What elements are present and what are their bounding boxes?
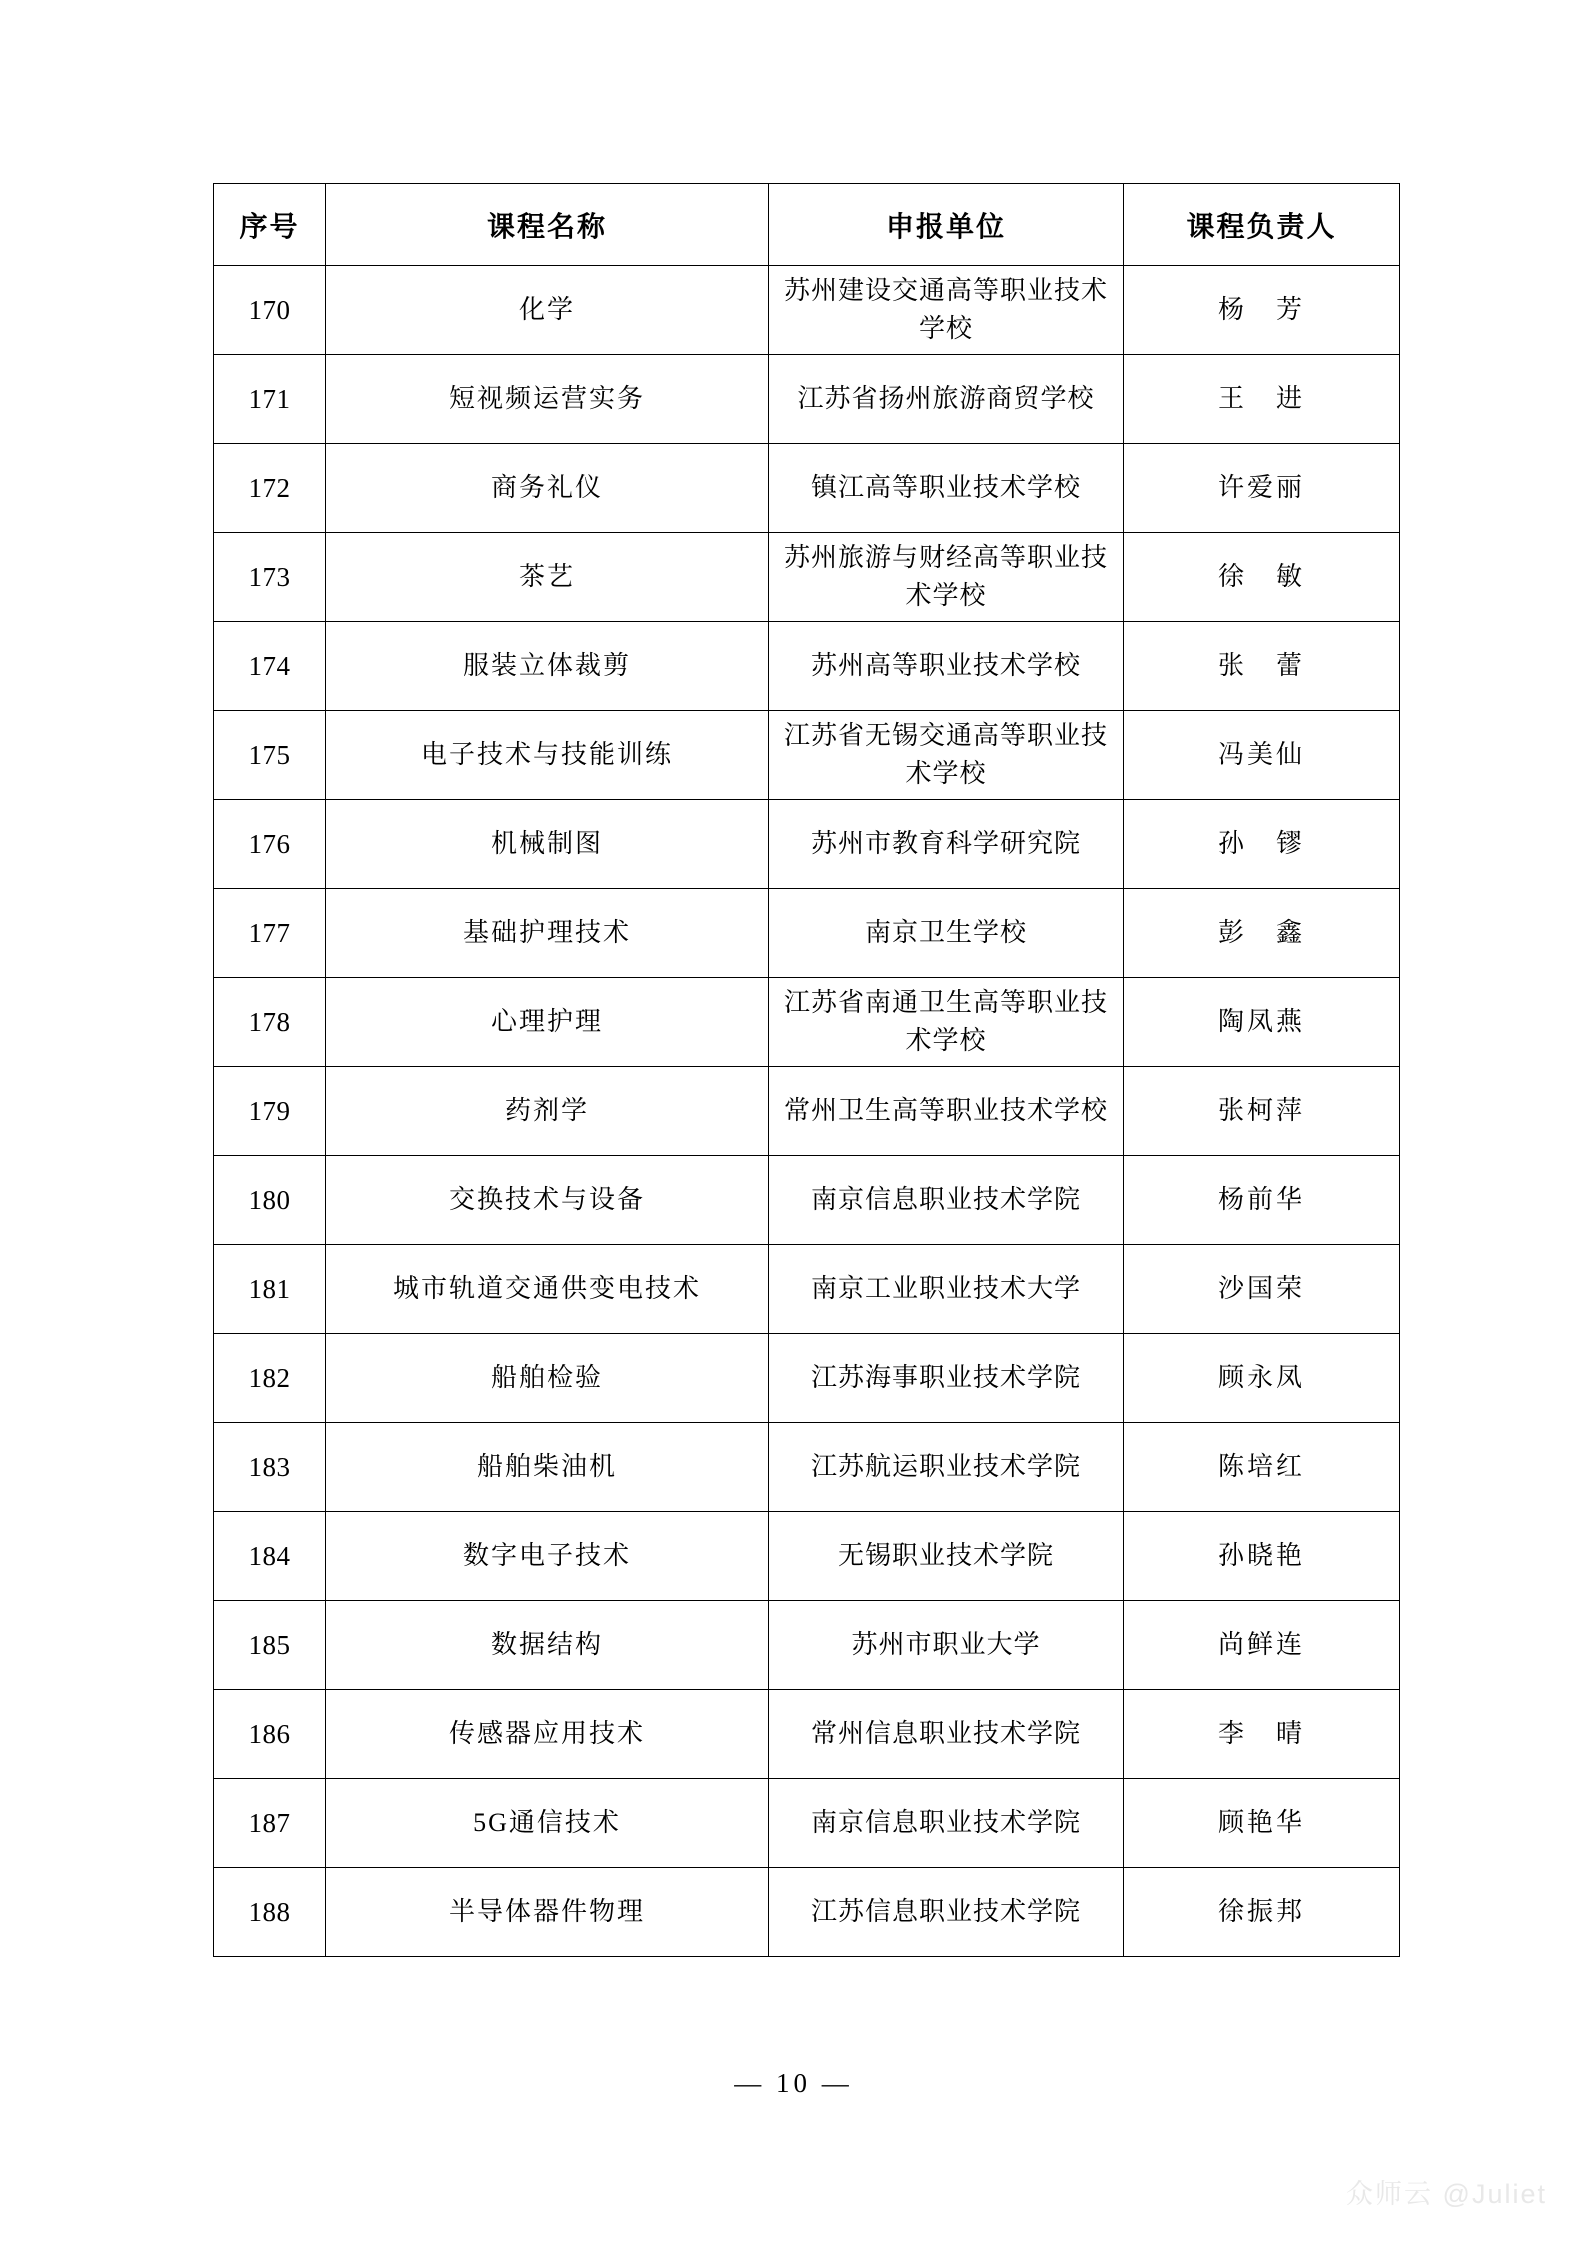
cell-course-leader: 陶凤燕	[1124, 978, 1400, 1067]
cell-course-leader: 许爱丽	[1124, 444, 1400, 533]
cell-applicant-unit: 南京信息职业技术学院	[769, 1156, 1124, 1245]
cell-applicant-unit: 常州卫生高等职业技术学校	[769, 1067, 1124, 1156]
cell-index: 174	[214, 622, 326, 711]
column-header-index: 序号	[214, 184, 326, 266]
cell-applicant-unit: 镇江高等职业技术学校	[769, 444, 1124, 533]
table-row	[214, 1245, 1400, 1334]
page-number: — 10 —	[734, 2068, 853, 2098]
table-body	[214, 266, 1400, 1957]
cell-course-name: 船舶柴油机	[326, 1423, 769, 1512]
watermark: 众师云 @Juliet	[1346, 2179, 1547, 2209]
table-row	[214, 978, 1400, 1067]
cell-course-name: 基础护理技术	[326, 889, 769, 978]
cell-index: 187	[214, 1779, 326, 1868]
table-row	[214, 1868, 1400, 1957]
cell-course-name: 电子技术与技能训练	[326, 711, 769, 800]
cell-course-leader: 孙晓艳	[1124, 1512, 1400, 1601]
cell-course-name: 数据结构	[326, 1601, 769, 1690]
cell-applicant-unit: 苏州建设交通高等职业技术学校	[769, 266, 1124, 355]
table-row	[214, 711, 1400, 800]
cell-index: 171	[214, 355, 326, 444]
cell-course-name: 交换技术与设备	[326, 1156, 769, 1245]
table-row	[214, 1423, 1400, 1512]
table-row	[214, 1512, 1400, 1601]
cell-course-leader: 顾艳华	[1124, 1779, 1400, 1868]
table-header-row	[214, 184, 1400, 266]
column-header-course: 课程名称	[326, 184, 769, 266]
cell-course-name: 化学	[326, 266, 769, 355]
cell-course-leader: 张 蕾	[1124, 622, 1400, 711]
table-row	[214, 533, 1400, 622]
cell-course-leader: 徐振邦	[1124, 1868, 1400, 1957]
cell-course-leader: 杨前华	[1124, 1156, 1400, 1245]
cell-index: 181	[214, 1245, 326, 1334]
cell-course-name: 传感器应用技术	[326, 1690, 769, 1779]
cell-applicant-unit: 苏州高等职业技术学校	[769, 622, 1124, 711]
cell-applicant-unit: 江苏航运职业技术学院	[769, 1423, 1124, 1512]
cell-applicant-unit: 江苏省扬州旅游商贸学校	[769, 355, 1124, 444]
cell-course-leader: 杨 芳	[1124, 266, 1400, 355]
cell-course-name: 5G通信技术	[326, 1779, 769, 1868]
cell-course-leader: 李 晴	[1124, 1690, 1400, 1779]
cell-index: 172	[214, 444, 326, 533]
cell-course-name: 城市轨道交通供变电技术	[326, 1245, 769, 1334]
table-row	[214, 1334, 1400, 1423]
column-header-person: 课程负责人	[1124, 184, 1400, 266]
cell-index: 177	[214, 889, 326, 978]
cell-course-name: 机械制图	[326, 800, 769, 889]
cell-course-name: 心理护理	[326, 978, 769, 1067]
cell-course-leader: 王 进	[1124, 355, 1400, 444]
cell-index: 180	[214, 1156, 326, 1245]
table-row	[214, 1779, 1400, 1868]
cell-course-name: 半导体器件物理	[326, 1868, 769, 1957]
cell-course-name: 商务礼仪	[326, 444, 769, 533]
table-row	[214, 266, 1400, 355]
table-row	[214, 1690, 1400, 1779]
cell-course-leader: 顾永凤	[1124, 1334, 1400, 1423]
cell-course-leader: 陈培红	[1124, 1423, 1400, 1512]
cell-course-leader: 孙 镠	[1124, 800, 1400, 889]
cell-course-name: 船舶检验	[326, 1334, 769, 1423]
table-header	[214, 184, 1400, 266]
cell-course-leader: 冯美仙	[1124, 711, 1400, 800]
cell-course-name: 服装立体裁剪	[326, 622, 769, 711]
cell-index: 182	[214, 1334, 326, 1423]
column-header-unit: 申报单位	[769, 184, 1124, 266]
cell-course-name: 数字电子技术	[326, 1512, 769, 1601]
table-row	[214, 1601, 1400, 1690]
cell-applicant-unit: 江苏省南通卫生高等职业技术学校	[769, 978, 1124, 1067]
cell-index: 173	[214, 533, 326, 622]
course-table	[213, 183, 1400, 1957]
cell-course-leader: 尚鲜连	[1124, 1601, 1400, 1690]
cell-index: 178	[214, 978, 326, 1067]
cell-applicant-unit: 江苏海事职业技术学院	[769, 1334, 1124, 1423]
cell-applicant-unit: 苏州市教育科学研究院	[769, 800, 1124, 889]
cell-applicant-unit: 江苏省无锡交通高等职业技术学校	[769, 711, 1124, 800]
cell-applicant-unit: 苏州市职业大学	[769, 1601, 1124, 1690]
table-row	[214, 889, 1400, 978]
cell-applicant-unit: 南京工业职业技术大学	[769, 1245, 1124, 1334]
cell-course-name: 茶艺	[326, 533, 769, 622]
cell-index: 179	[214, 1067, 326, 1156]
cell-index: 185	[214, 1601, 326, 1690]
cell-applicant-unit: 江苏信息职业技术学院	[769, 1868, 1124, 1957]
cell-applicant-unit: 常州信息职业技术学院	[769, 1690, 1124, 1779]
table-row	[214, 355, 1400, 444]
cell-course-leader: 沙国荣	[1124, 1245, 1400, 1334]
table-row	[214, 444, 1400, 533]
cell-index: 188	[214, 1868, 326, 1957]
cell-index: 176	[214, 800, 326, 889]
cell-applicant-unit: 无锡职业技术学院	[769, 1512, 1124, 1601]
cell-index: 170	[214, 266, 326, 355]
cell-applicant-unit: 南京卫生学校	[769, 889, 1124, 978]
cell-course-leader: 徐 敏	[1124, 533, 1400, 622]
cell-applicant-unit: 南京信息职业技术学院	[769, 1779, 1124, 1868]
cell-applicant-unit: 苏州旅游与财经高等职业技术学校	[769, 533, 1124, 622]
course-table-container	[213, 183, 1399, 1957]
cell-index: 184	[214, 1512, 326, 1601]
table-row	[214, 1067, 1400, 1156]
cell-course-leader: 张柯萍	[1124, 1067, 1400, 1156]
cell-index: 183	[214, 1423, 326, 1512]
cell-course-name: 短视频运营实务	[326, 355, 769, 444]
cell-course-leader: 彭 鑫	[1124, 889, 1400, 978]
cell-index: 186	[214, 1690, 326, 1779]
table-row	[214, 800, 1400, 889]
cell-course-name: 药剂学	[326, 1067, 769, 1156]
table-row	[214, 1156, 1400, 1245]
table-row	[214, 622, 1400, 711]
cell-index: 175	[214, 711, 326, 800]
